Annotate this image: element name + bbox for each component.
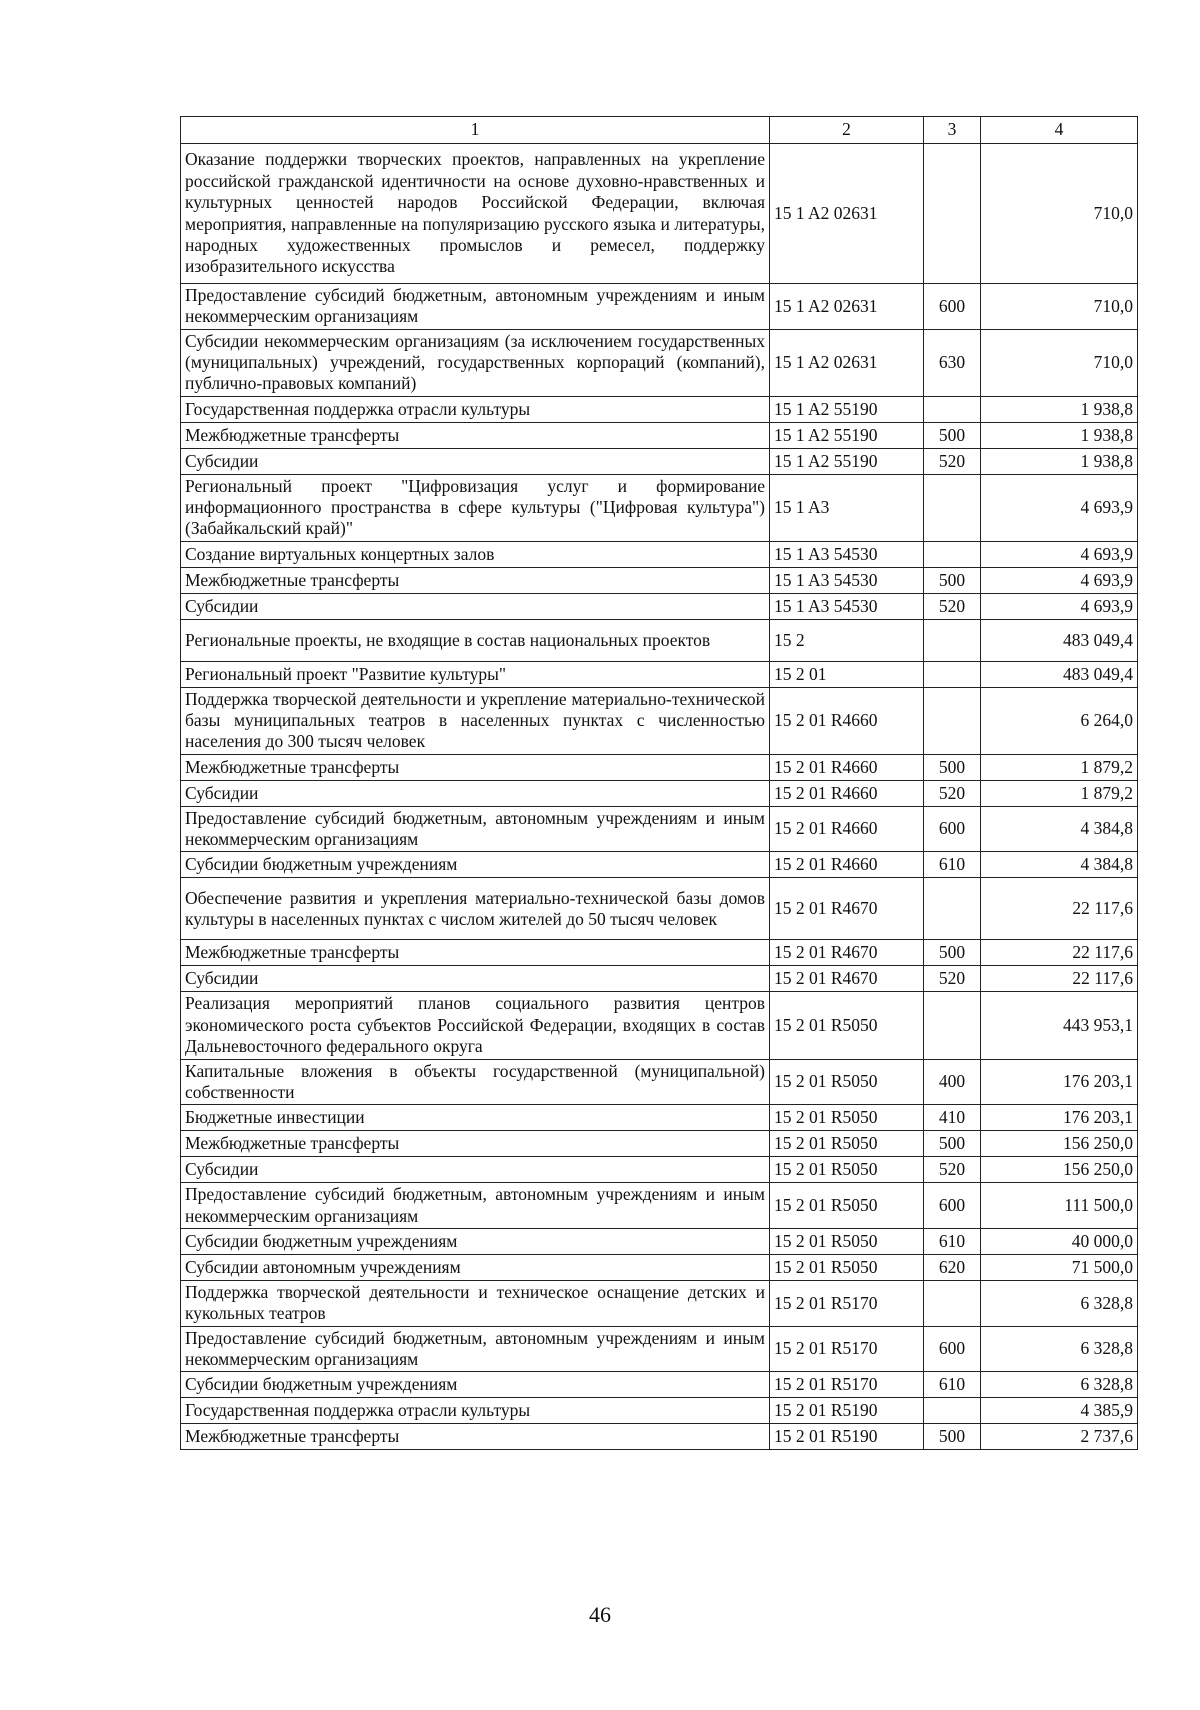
table-header-row <box>181 117 1138 144</box>
row-amount-cell: 111 500,0 <box>981 1183 1138 1229</box>
row-code-cell: 15 2 01 R5050 <box>770 1059 924 1105</box>
budget-table <box>180 116 1138 1450</box>
row-code-cell: 15 1 A2 55190 <box>770 448 924 474</box>
row-code-cell: 15 1 A3 54530 <box>770 541 924 567</box>
row-type-cell: 610 <box>924 852 981 878</box>
row-code-cell: 15 2 01 R5050 <box>770 992 924 1059</box>
row-code-cell: 15 1 A3 <box>770 474 924 541</box>
row-code-cell: 15 2 01 <box>770 661 924 687</box>
row-type-cell: 610 <box>924 1372 981 1398</box>
row-type-cell <box>924 144 981 284</box>
row-amount-cell: 4 693,9 <box>981 567 1138 593</box>
row-type-cell: 500 <box>924 1131 981 1157</box>
row-code-cell: 15 2 01 R5050 <box>770 1131 924 1157</box>
row-type-cell: 600 <box>924 284 981 330</box>
row-type-cell <box>924 541 981 567</box>
row-amount-cell: 4 385,9 <box>981 1398 1138 1424</box>
row-code-cell: 15 2 01 R5190 <box>770 1424 924 1450</box>
row-name-cell: Создание виртуальных концертных залов <box>181 541 770 567</box>
table-row <box>181 567 1138 593</box>
row-name-cell: Субсидии <box>181 966 770 992</box>
column-header-2: 2 <box>770 117 924 144</box>
row-name-cell: Межбюджетные трансферты <box>181 1424 770 1450</box>
row-type-cell: 500 <box>924 422 981 448</box>
row-name-cell: Субсидии <box>181 448 770 474</box>
table-row <box>181 329 1138 396</box>
row-code-cell: 15 2 01 R5050 <box>770 1228 924 1254</box>
table-body <box>181 144 1138 1450</box>
table-row <box>181 593 1138 619</box>
row-amount-cell: 1 938,8 <box>981 396 1138 422</box>
row-code-cell: 15 2 01 R4660 <box>770 780 924 806</box>
row-type-cell: 600 <box>924 1183 981 1229</box>
row-type-cell: 620 <box>924 1254 981 1280</box>
row-type-cell: 600 <box>924 806 981 852</box>
row-type-cell: 500 <box>924 940 981 966</box>
row-name-cell: Реализация мероприятий планов социального развития центров экономического роста субъектов Российской Федерации, входящих в состав Дальневосточного федерального округа <box>181 992 770 1059</box>
row-code-cell: 15 2 01 R5050 <box>770 1183 924 1229</box>
row-amount-cell: 1 938,8 <box>981 422 1138 448</box>
row-amount-cell: 1 938,8 <box>981 448 1138 474</box>
table-row <box>181 1326 1138 1372</box>
row-type-cell: 610 <box>924 1228 981 1254</box>
row-code-cell: 15 2 01 R4660 <box>770 852 924 878</box>
row-name-cell: Субсидии <box>181 1157 770 1183</box>
table-row <box>181 780 1138 806</box>
row-name-cell: Предоставление субсидий бюджетным, автономным учреждениям и иным некоммерческим организациям <box>181 1183 770 1229</box>
table-row <box>181 687 1138 754</box>
table-row <box>181 396 1138 422</box>
row-amount-cell: 1 879,2 <box>981 754 1138 780</box>
row-amount-cell: 156 250,0 <box>981 1157 1138 1183</box>
row-type-cell <box>924 1398 981 1424</box>
table-row <box>181 940 1138 966</box>
row-type-cell: 500 <box>924 567 981 593</box>
table-row <box>181 661 1138 687</box>
row-amount-cell: 6 328,8 <box>981 1280 1138 1326</box>
row-code-cell: 15 1 A3 54530 <box>770 593 924 619</box>
table-row <box>181 619 1138 661</box>
row-name-cell: Предоставление субсидий бюджетным, автономным учреждениям и иным некоммерческим организациям <box>181 284 770 330</box>
row-code-cell: 15 1 A3 54530 <box>770 567 924 593</box>
row-amount-cell: 6 328,8 <box>981 1326 1138 1372</box>
row-amount-cell: 483 049,4 <box>981 619 1138 661</box>
row-amount-cell: 176 203,1 <box>981 1105 1138 1131</box>
row-amount-cell: 4 693,9 <box>981 541 1138 567</box>
row-amount-cell: 22 117,6 <box>981 878 1138 940</box>
row-type-cell: 600 <box>924 1326 981 1372</box>
column-header-3: 3 <box>924 117 981 144</box>
row-amount-cell: 4 693,9 <box>981 474 1138 541</box>
row-code-cell: 15 2 01 R5170 <box>770 1280 924 1326</box>
row-type-cell: 520 <box>924 966 981 992</box>
row-name-cell: Поддержка творческой деятельности и техническое оснащение детских и кукольных театров <box>181 1280 770 1326</box>
row-name-cell: Региональный проект "Развитие культуры" <box>181 661 770 687</box>
row-amount-cell: 710,0 <box>981 284 1138 330</box>
row-type-cell: 520 <box>924 1157 981 1183</box>
row-code-cell: 15 1 A2 55190 <box>770 396 924 422</box>
row-name-cell: Субсидии автономным учреждениям <box>181 1254 770 1280</box>
table-row <box>181 754 1138 780</box>
row-code-cell: 15 2 01 R4660 <box>770 754 924 780</box>
row-name-cell: Государственная поддержка отрасли культуры <box>181 1398 770 1424</box>
row-code-cell: 15 2 01 R5050 <box>770 1157 924 1183</box>
table-row <box>181 1280 1138 1326</box>
row-type-cell <box>924 474 981 541</box>
row-type-cell <box>924 687 981 754</box>
row-type-cell: 520 <box>924 593 981 619</box>
table-row <box>181 448 1138 474</box>
row-amount-cell: 40 000,0 <box>981 1228 1138 1254</box>
row-type-cell <box>924 1280 981 1326</box>
row-amount-cell: 710,0 <box>981 144 1138 284</box>
row-name-cell: Субсидии бюджетным учреждениям <box>181 1228 770 1254</box>
table-row <box>181 806 1138 852</box>
row-code-cell: 15 1 A2 02631 <box>770 284 924 330</box>
row-code-cell: 15 2 01 R4670 <box>770 878 924 940</box>
row-code-cell: 15 1 A2 55190 <box>770 422 924 448</box>
table-row <box>181 852 1138 878</box>
row-name-cell: Субсидии <box>181 593 770 619</box>
row-code-cell: 15 2 01 R5050 <box>770 1254 924 1280</box>
row-amount-cell: 71 500,0 <box>981 1254 1138 1280</box>
row-type-cell <box>924 878 981 940</box>
row-name-cell: Субсидии бюджетным учреждениям <box>181 1372 770 1398</box>
row-type-cell: 400 <box>924 1059 981 1105</box>
row-amount-cell: 443 953,1 <box>981 992 1138 1059</box>
row-amount-cell: 710,0 <box>981 329 1138 396</box>
row-name-cell: Субсидии некоммерческим организациям (за исключением государственных (муниципальных) учреждений, государственных корпораций (компаний), публично-правовых компаний) <box>181 329 770 396</box>
row-name-cell: Субсидии бюджетным учреждениям <box>181 852 770 878</box>
row-code-cell: 15 2 01 R4660 <box>770 687 924 754</box>
table-row <box>181 1105 1138 1131</box>
row-type-cell: 500 <box>924 1424 981 1450</box>
row-code-cell: 15 2 01 R5170 <box>770 1326 924 1372</box>
row-amount-cell: 176 203,1 <box>981 1059 1138 1105</box>
row-name-cell: Предоставление субсидий бюджетным, автономным учреждениям и иным некоммерческим организациям <box>181 1326 770 1372</box>
table-row <box>181 1059 1138 1105</box>
row-name-cell: Региональные проекты, не входящие в состав национальных проектов <box>181 619 770 661</box>
row-code-cell: 15 2 01 R5050 <box>770 1105 924 1131</box>
row-name-cell: Межбюджетные трансферты <box>181 1131 770 1157</box>
table-row <box>181 144 1138 284</box>
row-amount-cell: 6 328,8 <box>981 1372 1138 1398</box>
row-name-cell: Обеспечение развития и укрепления материально-технической базы домов культуры в населенных пунктах с числом жителей до 50 тысяч человек <box>181 878 770 940</box>
table-row <box>181 966 1138 992</box>
row-code-cell: 15 2 01 R5190 <box>770 1398 924 1424</box>
row-amount-cell: 4 693,9 <box>981 593 1138 619</box>
row-type-cell: 520 <box>924 780 981 806</box>
table-row <box>181 284 1138 330</box>
row-type-cell <box>924 396 981 422</box>
table-row <box>181 541 1138 567</box>
row-type-cell: 520 <box>924 448 981 474</box>
row-type-cell <box>924 619 981 661</box>
row-code-cell: 15 2 01 R4670 <box>770 940 924 966</box>
column-header-4: 4 <box>981 117 1138 144</box>
row-amount-cell: 4 384,8 <box>981 806 1138 852</box>
row-code-cell: 15 2 01 R5170 <box>770 1372 924 1398</box>
row-type-cell: 410 <box>924 1105 981 1131</box>
row-name-cell: Бюджетные инвестиции <box>181 1105 770 1131</box>
row-amount-cell: 22 117,6 <box>981 966 1138 992</box>
table-row <box>181 422 1138 448</box>
row-type-cell <box>924 661 981 687</box>
table-row <box>181 878 1138 940</box>
table-row <box>181 992 1138 1059</box>
row-name-cell: Межбюджетные трансферты <box>181 754 770 780</box>
table-row <box>181 1228 1138 1254</box>
row-amount-cell: 2 737,6 <box>981 1424 1138 1450</box>
row-name-cell: Межбюджетные трансферты <box>181 422 770 448</box>
row-name-cell: Межбюджетные трансферты <box>181 940 770 966</box>
row-code-cell: 15 2 01 R4670 <box>770 966 924 992</box>
row-name-cell: Предоставление субсидий бюджетным, автономным учреждениям и иным некоммерческим организациям <box>181 806 770 852</box>
table-row <box>181 1254 1138 1280</box>
row-code-cell: 15 1 A2 02631 <box>770 329 924 396</box>
row-code-cell: 15 1 A2 02631 <box>770 144 924 284</box>
row-name-cell: Региональный проект "Цифровизация услуг и формирование информационного пространства в сфере культуры ("Цифровая культура") (Забайкальский край)" <box>181 474 770 541</box>
row-amount-cell: 156 250,0 <box>981 1131 1138 1157</box>
row-type-cell: 630 <box>924 329 981 396</box>
table-row <box>181 1398 1138 1424</box>
table-row <box>181 1131 1138 1157</box>
page-number: 46 <box>589 1602 611 1627</box>
column-header-1: 1 <box>181 117 770 144</box>
row-amount-cell: 22 117,6 <box>981 940 1138 966</box>
row-amount-cell: 6 264,0 <box>981 687 1138 754</box>
row-amount-cell: 483 049,4 <box>981 661 1138 687</box>
row-name-cell: Субсидии <box>181 780 770 806</box>
row-name-cell: Оказание поддержки творческих проектов, направленных на укрепление российской гражданской идентичности на основе духовно-нравственных и культурных ценностей народов Российской Федерации, включая мероприятия, направленные на популяризацию русского языка и литературы, народных художественных промыслов и ремесел, поддержку изобразительного искусства <box>181 144 770 284</box>
table-row <box>181 1372 1138 1398</box>
row-name-cell: Государственная поддержка отрасли культуры <box>181 396 770 422</box>
row-type-cell: 500 <box>924 754 981 780</box>
row-name-cell: Поддержка творческой деятельности и укрепление материально-технической базы муниципальных театров в населенных пунктах с численностью населения до 300 тысяч человек <box>181 687 770 754</box>
table-row <box>181 1157 1138 1183</box>
row-type-cell <box>924 992 981 1059</box>
table-row <box>181 474 1138 541</box>
table-row <box>181 1424 1138 1450</box>
row-name-cell: Капитальные вложения в объекты государственной (муниципальной) собственности <box>181 1059 770 1105</box>
row-amount-cell: 4 384,8 <box>981 852 1138 878</box>
row-code-cell: 15 2 01 R4660 <box>770 806 924 852</box>
row-name-cell: Межбюджетные трансферты <box>181 567 770 593</box>
row-code-cell: 15 2 <box>770 619 924 661</box>
budget-table-sheet <box>180 116 1137 1450</box>
row-amount-cell: 1 879,2 <box>981 780 1138 806</box>
table-row <box>181 1183 1138 1229</box>
